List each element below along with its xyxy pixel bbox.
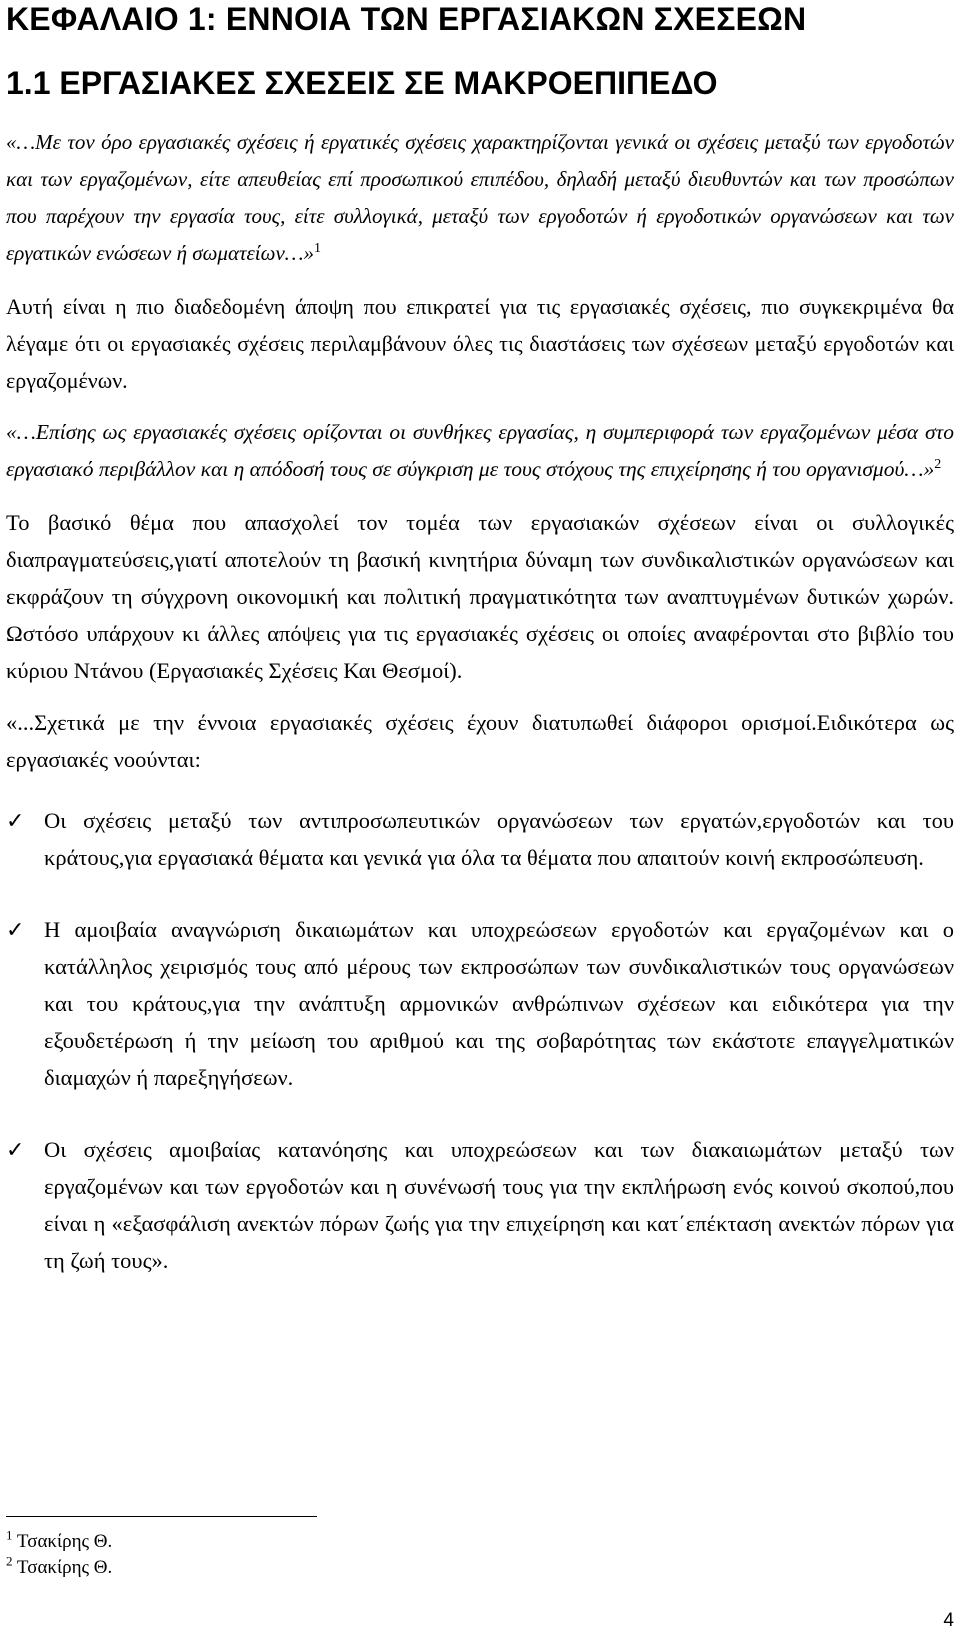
document-page — [6, 0, 954, 1578]
chapter-title: ΚΕΦΑΛΑΙΟ 1: ΕΝΝΟΙΑ ΤΩΝ ΕΡΓΑΣΙΑΚΩΝ ΣΧΕΣΕΩΝ — [6, 1, 807, 37]
footnote-ref-2[interactable]: 2 — [934, 456, 942, 472]
checkmark-icon: ✓ — [6, 1138, 25, 1163]
footnote-1-text: Τσακίρης Θ. — [16, 1531, 113, 1552]
paragraph-2: Το βασικό θέμα που απασχολεί τον τομέα των εργασιακών σχέσεων είναι οι συλλογικές διαπραγματεύσεις,γιατί αποτελούν τη βασική κινητήρια δύναμη των συνδικαλιστικών οργανώσεων και εκφράζουν τη σύγχρονη οικονομική και πολιτική πραγματικότητα των αναπτυγμένων δυτικών χωρών. Ωστόσο υπάρχουν κι άλλες απόψεις για τις εργασιακές σχέσεις οι οποίες αναφέρονται στο βιβλίο του κύριου Ντάνου (Εργασιακές Σχέσεις Και Θεσμοί). — [6, 510, 954, 683]
footnote-ref-1[interactable]: 1 — [313, 241, 321, 256]
footnote-2-text: Τσακίρης Θ. — [16, 1557, 113, 1578]
list-item-text: Η αμοιβαία αναγνώριση δικαιωμάτων και υποχρεώσεων εργοδοτών και εργαζομένων και ο κατάλληλος χειρισμός τους από μέρους των εκπροσώπων των συνδικαλιστικών τους οργανώσεων και του κράτους,για την ανάπτυξη αρμονικών ανθρώπινων σχέσεων και ειδικότερα για την εξουδετέρωση ή την μείωση του αριθμού και της σοβαρότητας των εκάστοτε επαγγελματικών διαμαχών ή παρεξηγήσεων. — [44, 917, 954, 1090]
footnote-1-number: 1 — [6, 1527, 13, 1543]
section-title: 1.1 ΕΡΓΑΣΙΑΚΕΣ ΣΧΕΣΕΙΣ ΣΕ ΜΑΚΡΟΕΠΙΠΕΔΟ — [6, 65, 718, 101]
page-number: 4 — [943, 1610, 954, 1631]
definition-list — [6, 802, 954, 1279]
list-item — [6, 1131, 954, 1279]
footnote-1 — [6, 1527, 113, 1553]
quote-paragraph-2 — [6, 414, 954, 488]
list-item-text: Οι σχέσεις μεταξύ των αντιπροσωπευτικών οργανώσεων των εργατών,εργοδοτών και του κράτους,για εργασιακά θέματα και γενικά για όλα τα θέματα που απαιτούν κοινή εκπροσώπευση. — [44, 808, 954, 870]
checkmark-icon: ✓ — [6, 918, 25, 943]
footnote-2 — [6, 1553, 113, 1579]
list-item-text: Οι σχέσεις αμοιβαίας κατανόησης και υποχρεώσεων και των διακαιωμάτων μεταξύ των εργαζομένων και των εργοδοτών και η συνένωσή τους για την εκπλήρωση ενός κοινού σκοπού,που είναι η «εξασφάλιση ανεκτών πόρων ζωής για την επιχείρηση και κατ΄επέκταση ανεκτών πόρων για τη ζωή τους». — [44, 1137, 954, 1273]
paragraph-1: Αυτή είναι η πιο διαδεδομένη άποψη που επικρατεί για τις εργασιακές σχέσεις, πιο συγκεκριμένα θα λέγαμε ότι οι εργασιακές σχέσεις περιλαμβάνουν όλες τις διαστάσεις των σχέσεων μεταξύ εργοδοτών και εργαζομένων. — [6, 294, 954, 393]
list-item — [6, 802, 954, 876]
footnote-divider — [6, 1516, 317, 1517]
paragraph-3: «...Σχετικά με την έννοια εργασιακές σχέσεις έχουν διατυπωθεί διάφοροι ορισμοί.Ειδικότερα ως εργασιακές νοούνται: — [6, 710, 954, 772]
quote-paragraph-1 — [6, 124, 954, 272]
list-item — [6, 911, 954, 1096]
checkmark-icon: ✓ — [6, 809, 25, 834]
quote-1-text: «…Με τον όρο εργασιακές σχέσεις ή εργατικές σχέσεις χαρακτηρίζονται γενικά οι σχέσεις μεταξύ των εργοδοτών και των εργαζομένων, είτε απευθείας επί προσωπικού επιπέδου, δηλαδή μεταξύ διευθυντών και των προσώπων που παρέχουν την εργασία τους, είτε συλλογικά, μεταξύ των εργοδοτών ή εργοδοτικών οργανώσεων και των εργατικών ενώσεων ή σωματείων…» — [6, 130, 954, 265]
footnote-2-number: 2 — [6, 1553, 13, 1569]
quote-2-text: «…Επίσης ως εργασιακές σχέσεις ορίζονται οι συνθήκες εργασίας, η συμπεριφορά των εργαζομένων μέσα στο εργασιακό περιβάλλον και η απόδοσή τους σε σύγκριση με τους στόχους της επιχείρησης ή του οργανισμού…» — [6, 420, 954, 481]
